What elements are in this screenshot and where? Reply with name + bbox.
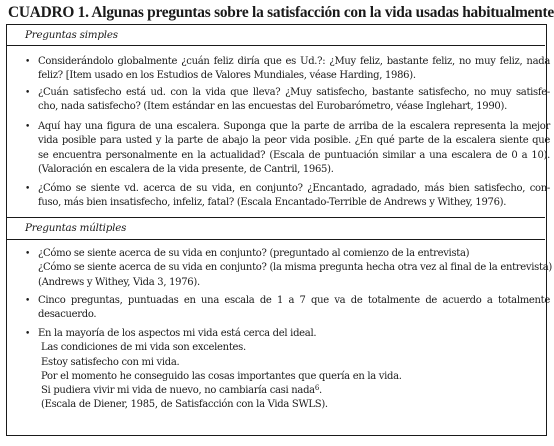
item-text-line: Considerándolo globalmente ¿cuán feliz diría que es Ud.?: ¿Muy feliz, bastante feliz, no muy feliz, nada: [38, 56, 550, 67]
section-heading-simple: Preguntas simples: [25, 29, 118, 41]
item-text-line: Por el momento he conseguido las cosas importantes que quería en la vida.: [41, 370, 402, 382]
item-text-line: Estoy satisfecho con mi vida.: [41, 356, 180, 368]
item-text-line: (Valoración en escalera de la vida presente, de Cantril, 1965).: [38, 163, 334, 175]
item-text-line: (Escala de Diener, 1985, de Satisfacción con la Vida SWLS).: [41, 399, 328, 411]
bullet-icon: •: [25, 249, 31, 259]
item-text-line: Las condiciones de mi vida son excelentes.: [41, 342, 246, 354]
bullet-icon: •: [25, 122, 31, 132]
bullet-icon: •: [25, 57, 31, 67]
item-text-line: cho, nada satisfecho? (Item estándar en las encuestas del Eurobarómetro, véase Inglehart, 1990).: [38, 101, 507, 113]
bullet-icon: •: [25, 184, 31, 194]
section-divider-between: [6, 217, 545, 218]
item-text-line: ¿Cómo se siente acerca de su vida en conjunto? (preguntado al comienzo de la entrevista): [38, 248, 470, 259]
item-text-line: desacuerdo.: [38, 309, 97, 321]
footnote-marker: 6: [314, 384, 319, 393]
item-text: Si pudiera vivir mi vida de nuevo, no cambiaría casi nada: [41, 385, 315, 397]
item-text-line: feliz? [Item usado en los Estudios de Valores Mundiales, véase Harding, 1986).: [38, 70, 416, 82]
section-divider-simple: [6, 45, 545, 46]
table-title: CUADRO 1. Algunas preguntas sobre la satisfacción con la vida usadas habitualmente: [8, 4, 554, 21]
item-text-line: ¿Cómo se siente acerca de su vida en conjunto? (la misma pregunta hecha otra vez al final de la entrevista): [38, 262, 552, 274]
item-text-line: vida posible para usted y la parte de abajo la peor vida posible. ¿En qué parte de la escalera siente que: [38, 135, 550, 147]
section-divider-multiple: [6, 239, 545, 240]
bullet-icon: •: [25, 88, 31, 98]
item-text-line: Cinco preguntas, puntuadas en una escala de 1 a 7 que va de totalmente de acuerdo a totalmente: [38, 295, 550, 306]
section-heading-multiple: Preguntas múltiples: [25, 222, 127, 234]
item-text-line: (Andrews y Withey, Vida 3, 1976).: [38, 276, 200, 288]
item-text-line: fuso, más bien insatisfecho, infeliz, fatal? (Escala Encantado-Terrible de Andrews y Withey, 1976).: [38, 197, 507, 209]
item-text-line: ¿Cuán satisfecho está ud. con la vida que lleva? ¿Muy satisfecho, bastante satisfecho, no muy satisfe-: [38, 87, 550, 98]
item-text-line: Aquí hay una figura de una escalera. Suponga que la parte de arriba de la escalera representa la mejor: [38, 121, 550, 132]
bullet-icon: •: [25, 329, 31, 339]
item-text-line: se encuentra personalmente en la actualidad? (Escala de puntuación similar a una escalera de 0 a 10).: [38, 149, 550, 161]
table-box: [6, 24, 552, 436]
item-text-line: ¿Cómo se siente vd. acerca de su vida, en conjunto? ¿Encantado, agradado, más bien satisfecho, con-: [38, 183, 550, 194]
item-text-line: En la mayoría de los aspectos mi vida está cerca del ideal.: [38, 328, 317, 339]
item-text-line: Si pudiera vivir mi vida de nuevo, no cambiaría casi nada$^6$.: [41, 384, 322, 397]
bullet-icon: •: [25, 296, 31, 306]
